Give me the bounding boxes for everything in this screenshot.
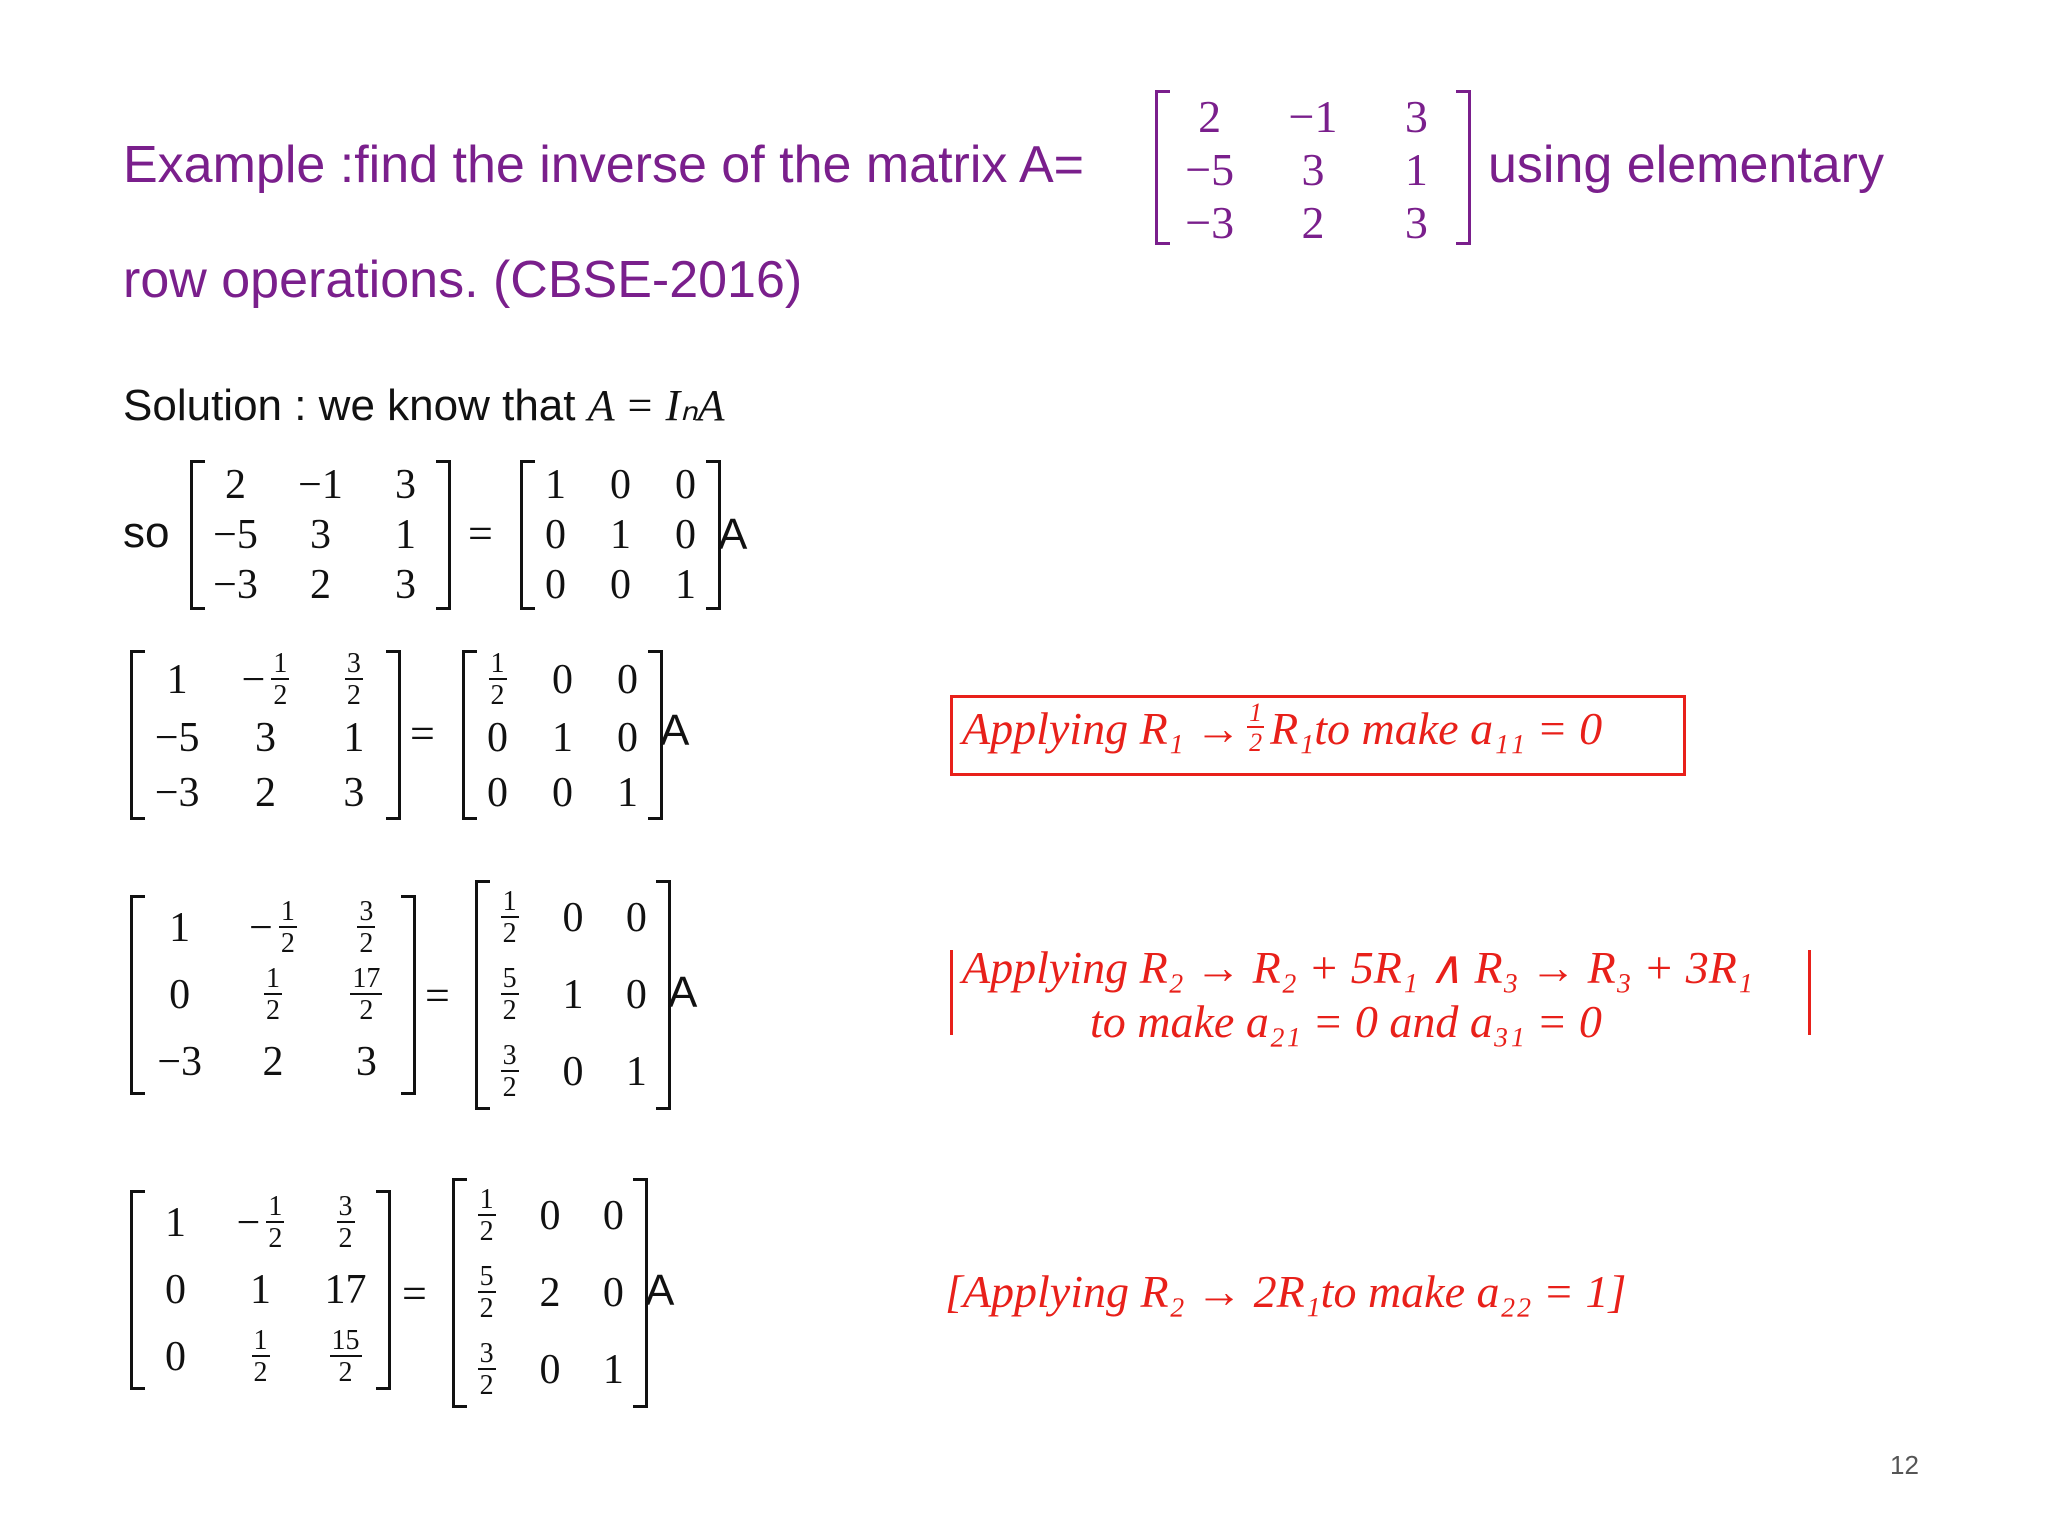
fraction: $\frac{3}{2}$	[359, 896, 374, 960]
so-identity-matrix	[520, 460, 721, 610]
matrix-cell: 2	[310, 562, 331, 608]
matrix-cell: 2	[1301, 197, 1325, 248]
matrix-cell: 0	[487, 714, 508, 761]
matrix-cell: 0	[539, 1346, 561, 1393]
matrix-cell	[310, 650, 398, 710]
matrix-cell: 0	[539, 1193, 561, 1240]
matrix-cell	[465, 650, 530, 710]
solution-prefix: Solution : we know that	[123, 381, 588, 430]
step1-right-matrix	[462, 650, 663, 820]
so-label: so	[123, 508, 170, 557]
fraction: $\frac{3}{2}$	[338, 1191, 353, 1255]
matrix-cell	[221, 650, 309, 710]
matrix-cell	[455, 1178, 518, 1255]
matrix-cell: 1	[562, 971, 584, 1018]
matrix-cell: 0	[602, 1193, 624, 1240]
matrix-cell: −3	[213, 562, 258, 608]
fraction: $\frac{3}{2}$	[502, 1039, 517, 1103]
matrix-cell: −5	[1185, 144, 1235, 195]
fraction: $\frac{1}{2}$	[265, 962, 280, 1026]
matrix-cell: 0	[617, 714, 638, 761]
matrix-cell: 0	[610, 462, 631, 508]
equals-sign: =	[425, 971, 450, 1020]
fraction: $\frac{17}{2}$	[352, 962, 381, 1026]
matrix-cell	[303, 1323, 388, 1390]
matrix-cell: −1	[298, 462, 343, 508]
step2-note-line1: Applying R₂ → R₂ + 5R₁ ∧ R₃ → R₃ + 3R₁	[962, 942, 1753, 993]
page-number: 12	[1890, 1450, 1919, 1480]
matrix-cell: 1	[343, 714, 365, 761]
matrix-cell: − $\frac{1}{2}$	[249, 896, 295, 960]
a-label: A	[668, 968, 698, 1017]
matrix-cell: 1	[602, 1346, 624, 1393]
matrix-cell: 1	[552, 714, 573, 761]
matrix-cell	[218, 1323, 303, 1390]
matrix-cell: −5	[213, 512, 258, 558]
note-fraction: $\frac{1}{2}$	[1249, 698, 1263, 757]
fraction: $\frac{15}{2}$	[331, 1324, 360, 1388]
step1-note: Applying R₁ → $\frac{1}{2}$ R₁to make a₁₁ = 0	[962, 698, 1603, 757]
step3-right-matrix	[452, 1178, 648, 1408]
matrix-cell	[455, 1331, 518, 1408]
fraction: $\frac{5}{2}$	[502, 962, 517, 1026]
fraction: $\frac{3}{2}$	[346, 648, 361, 711]
matrix-cell: 1	[675, 562, 696, 608]
matrix-cell: 1	[165, 1200, 186, 1247]
matrix-cell: 0	[487, 769, 508, 816]
matrix-cell: 0	[617, 657, 638, 703]
matrix-cell	[478, 957, 541, 1034]
matrix-cell: 3	[310, 512, 331, 558]
matrix-cell: 17	[324, 1266, 367, 1313]
matrix-cell	[303, 1190, 388, 1257]
equals-sign: =	[468, 509, 493, 558]
matrix-cell: 3	[343, 769, 365, 816]
matrix-cell: 1	[617, 769, 638, 816]
matrix-cell: 0	[165, 1266, 186, 1313]
matrix-cell: 0	[562, 1048, 584, 1095]
matrix-cell: 0	[552, 657, 573, 703]
fraction: $\frac{1}{2}$	[268, 1191, 283, 1255]
matrix-cell	[320, 962, 413, 1029]
matrix-cell: 1	[1404, 144, 1428, 195]
step3-left-matrix	[130, 1190, 391, 1390]
matrix-cell: 0	[675, 512, 696, 558]
step2-note-line2: to make a₂₁ = 0 and a₃₁ = 0	[1090, 996, 1602, 1047]
matrix-cell: 1	[166, 657, 188, 703]
matrix-cell: 0	[610, 562, 631, 608]
title-line-1: Example :find the inverse of the matrix A=	[123, 136, 1085, 194]
matrix-cell: 0	[165, 1333, 186, 1380]
fraction: $\frac{1}{2}$	[253, 1324, 268, 1388]
matrix-cell: 0	[625, 971, 647, 1018]
matrix-cell: − $\frac{1}{2}$	[236, 1191, 283, 1255]
matrix-cell: 0	[625, 895, 647, 942]
matrix-cell	[226, 962, 319, 1029]
matrix-cell: −1	[1288, 91, 1338, 142]
matrix-cell: 1	[395, 512, 416, 558]
solution-formula: A = IₙA	[587, 381, 725, 430]
matrix-cell: 0	[675, 462, 696, 508]
matrix-cell: −3	[154, 769, 200, 816]
matrix-cell: 1	[250, 1266, 271, 1313]
fraction: $\frac{1}{2}$	[479, 1184, 494, 1248]
matrix-cell	[478, 880, 541, 957]
minus-sign: −	[241, 657, 266, 703]
so-matrix-a	[190, 460, 451, 610]
matrix-cell: 0	[602, 1269, 624, 1316]
fraction: $\frac{3}{2}$	[479, 1337, 494, 1401]
matrix-cell: −3	[1185, 197, 1235, 248]
fraction: $\frac{1}{2}$	[273, 648, 288, 711]
matrix-cell	[478, 1033, 541, 1110]
matrix-cell: 0	[169, 971, 191, 1018]
step3-note: [Applying R₂ → 2R₁to make a₂₂ = 1]	[945, 1266, 1627, 1317]
matrix-cell: 3	[395, 462, 416, 508]
matrix-cell	[320, 895, 413, 962]
matrix-cell	[455, 1255, 518, 1332]
matrix-cell: 1	[545, 462, 566, 508]
matrix-cell: 1	[625, 1048, 647, 1095]
matrix-cell: 2	[262, 1038, 284, 1085]
title-line-2: row operations. (CBSE-2016)	[123, 251, 803, 309]
a-label: A	[718, 510, 748, 559]
title-line-1-end: using elementary	[1488, 136, 1884, 194]
matrix-cell: 1	[610, 512, 631, 558]
step1-left-matrix	[130, 650, 401, 820]
equals-sign: =	[402, 1269, 427, 1318]
matrix-cell: 3	[395, 562, 416, 608]
step2-right-matrix	[475, 880, 671, 1110]
matrix-cell: 3	[254, 714, 276, 761]
fraction: $\frac{5}{2}$	[479, 1260, 494, 1324]
a-label: A	[660, 706, 690, 755]
matrix-cell: 3	[355, 1038, 377, 1085]
matrix-cell: 2	[1198, 91, 1222, 142]
matrix-cell: 1	[169, 905, 191, 952]
matrix-cell: 0	[545, 512, 566, 558]
matrix-cell: −3	[157, 1038, 202, 1085]
matrix-cell: 3	[1301, 144, 1325, 195]
fraction: $\frac{1}{2}$	[502, 886, 517, 950]
matrix-cell: 2	[225, 462, 246, 508]
matrix-cell: 0	[552, 769, 573, 816]
fraction: $\frac{1}{2}$	[280, 896, 295, 960]
equals-sign: =	[410, 709, 435, 758]
matrix-cell: 3	[1404, 197, 1428, 248]
title-matrix-a	[1155, 90, 1471, 248]
fraction: $\frac{1}{2}$	[490, 648, 505, 711]
matrix-cell: −5	[154, 714, 200, 761]
step2-left-matrix	[130, 895, 416, 1095]
a-label: A	[645, 1266, 675, 1315]
matrix-cell: 2	[539, 1269, 561, 1316]
matrix-cell: 0	[562, 895, 584, 942]
matrix-cell: 3	[1404, 91, 1428, 142]
matrix-cell: 2	[254, 769, 276, 816]
matrix-cell: 0	[545, 562, 566, 608]
solution-intro	[123, 380, 725, 431]
